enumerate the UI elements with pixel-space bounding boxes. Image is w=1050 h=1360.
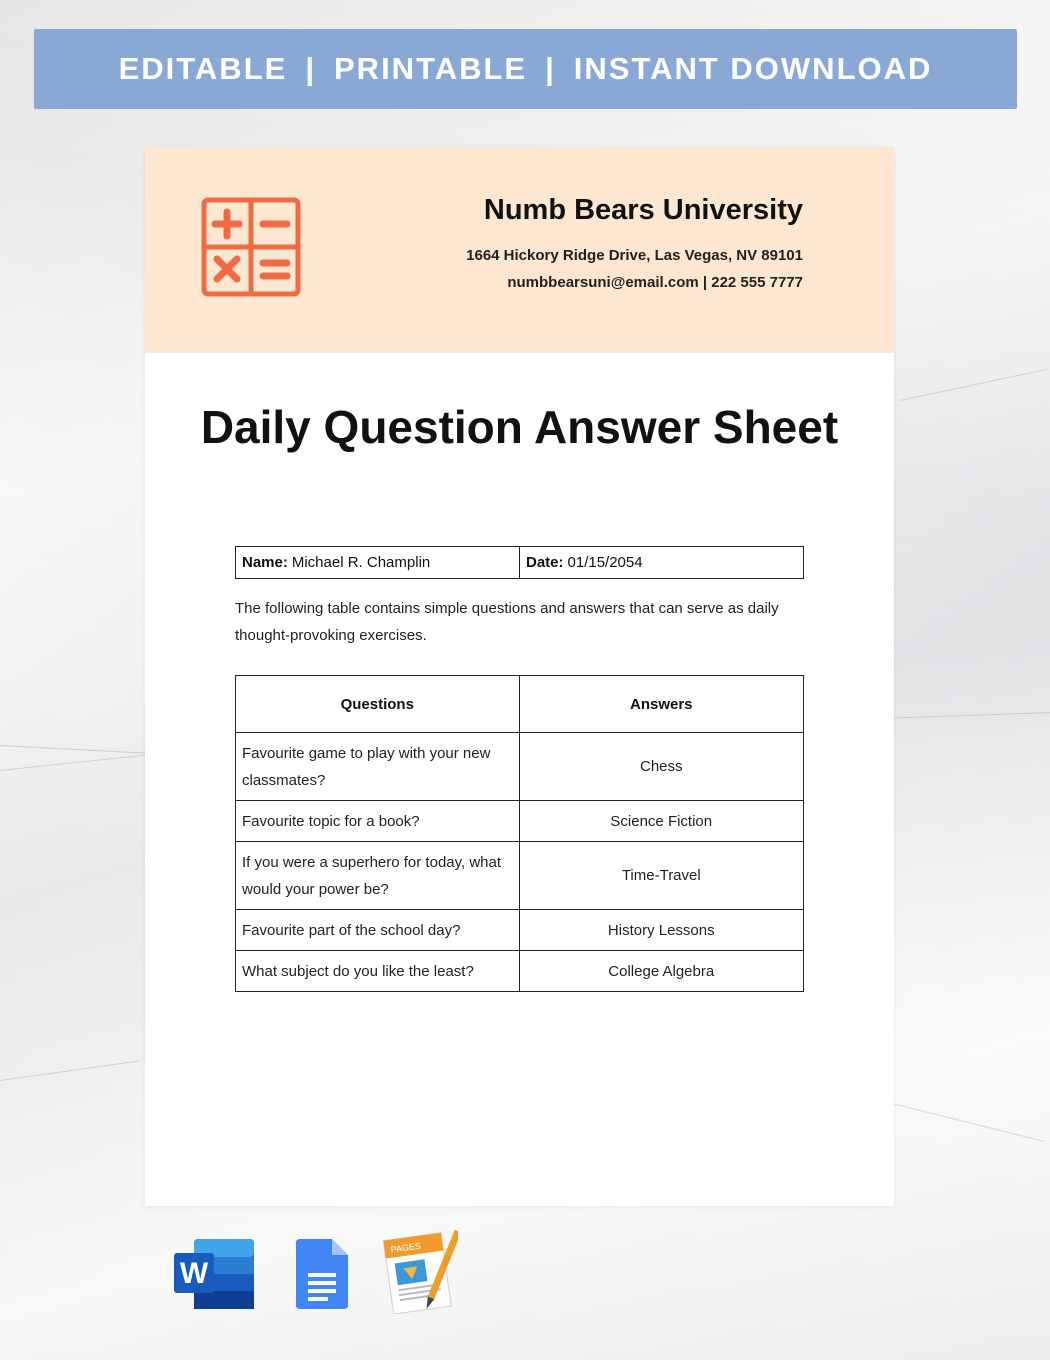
answer-cell: History Lessons <box>519 910 803 951</box>
answer-cell: Chess <box>519 733 803 801</box>
question-cell: What subject do you like the least? <box>236 951 520 992</box>
banner-separator: | <box>545 51 556 86</box>
student-info-table <box>235 546 804 579</box>
date-cell <box>519 547 803 578</box>
university-contact: numbbearsuni@email.com | 222 555 7777 <box>507 274 803 291</box>
university-address: 1664 Hickory Ridge Drive, Las Vegas, NV 89101 <box>466 247 803 264</box>
answer-cell: Science Fiction <box>519 801 803 842</box>
table-row <box>236 842 804 910</box>
question-cell: Favourite topic for a book? <box>236 801 520 842</box>
question-cell: If you were a superhero for today, what would your power be? <box>236 842 520 910</box>
top-banner <box>34 29 1017 109</box>
name-label: Name: <box>242 554 288 571</box>
date-label: Date: <box>526 554 564 571</box>
answer-cell: College Algebra <box>519 951 803 992</box>
document-header <box>145 147 894 353</box>
answers-header: Answers <box>519 676 803 733</box>
question-cell: Favourite game to play with your new classmates? <box>236 733 520 801</box>
question-cell: Favourite part of the school day? <box>236 910 520 951</box>
university-name: Numb Bears University <box>483 194 803 226</box>
pages-label: PAGES <box>390 1240 422 1255</box>
name-cell <box>236 547 519 578</box>
answer-cell: Time-Travel <box>519 842 803 910</box>
document-page <box>145 147 894 1206</box>
banner-separator: | <box>305 51 316 86</box>
banner-editable: EDITABLE <box>118 51 288 86</box>
table-row <box>236 733 804 801</box>
table-row <box>236 951 804 992</box>
google-docs-icon[interactable] <box>296 1239 348 1309</box>
name-value: Michael R. Champlin <box>291 554 431 571</box>
intro-paragraph: The following table contains simple questions and answers that can serve as daily thought-provoking exercises. <box>235 600 779 644</box>
banner-printable: PRINTABLE <box>334 51 528 86</box>
document-title: Daily Question Answer Sheet <box>200 401 839 453</box>
word-letter: W <box>179 1257 209 1290</box>
table-header-row <box>236 676 804 733</box>
date-value: 01/15/2054 <box>567 554 643 571</box>
questions-header: Questions <box>236 676 520 733</box>
calculator-icon <box>201 197 301 297</box>
word-icon[interactable] <box>174 1239 254 1309</box>
table-row <box>236 801 804 842</box>
table-row <box>236 910 804 951</box>
banner-instant-download: INSTANT DOWNLOAD <box>573 51 933 86</box>
pages-icon[interactable] <box>382 1228 458 1314</box>
question-answer-table <box>235 675 804 992</box>
